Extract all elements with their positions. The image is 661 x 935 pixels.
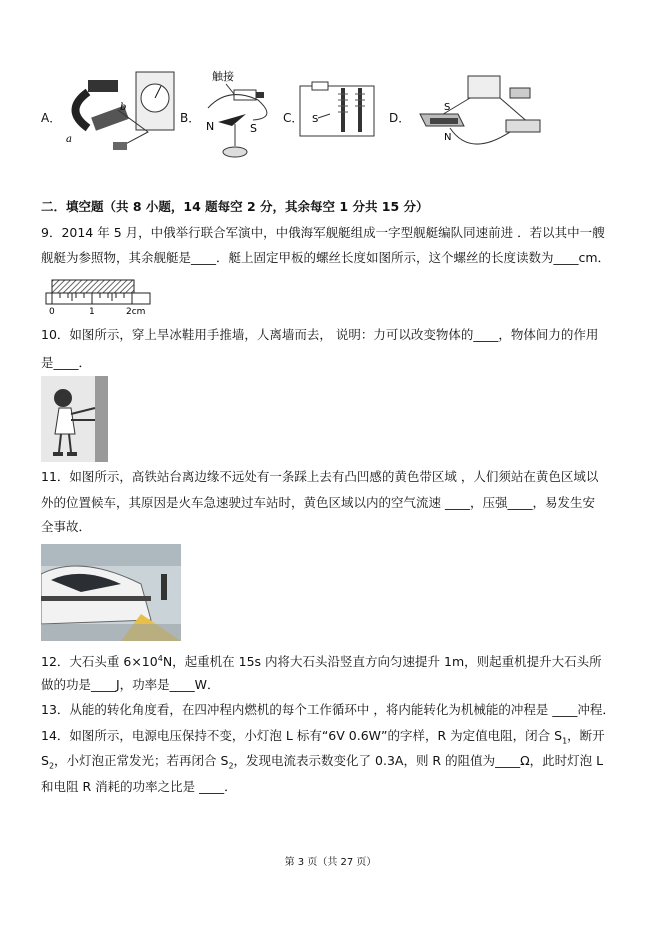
q14-line2-sub2: 2: [228, 761, 234, 771]
ruler-tick-0: 0: [49, 307, 55, 316]
q12-line2: 做的功是____J，功率是____W．: [41, 677, 220, 692]
q14-line1: [41, 727, 605, 751]
q12-exponent: 4: [157, 654, 163, 663]
q14-line3: 和电阻 R 消耗的功率之比是 ____．: [41, 779, 237, 794]
fig-d-s-label: S: [444, 102, 451, 113]
figure-a-generator: [58, 70, 183, 158]
q11-line2: 外的位置候车，其原因是火车急速驶过车站时，黄色区域以内的空气流速 ____，压强____，易发生安: [41, 495, 595, 510]
ruler-tick-2: 2cm: [126, 307, 146, 316]
q14-line2-sub: 2: [48, 761, 55, 771]
q14-line2-text-b: ，小灯泡正常发光；若再闭合 S: [54, 753, 229, 768]
q12-text-a: 12．大石头重 6×10: [41, 654, 158, 670]
option-c-label: C．: [283, 111, 304, 125]
q12-text-b: N，起重机在 15s 内将大石头沿竖直方向匀速提升 1m，则起重机提升大石头所: [162, 654, 602, 670]
section2-title: 二．填空题（共 8 小题，14 题每空 2 分，其余每空 1 分共 15 分）: [41, 199, 429, 214]
fig-a-a-label: a: [66, 134, 72, 145]
q10-line1: 10．如图所示，穿上旱冰鞋用手推墙，人离墙而去， 说明：力可以改变物体的____，物体间力的作用: [41, 327, 599, 342]
figure-q9-ruler-screw: [42, 274, 154, 316]
fig-c-s-label: S: [312, 114, 319, 125]
q9-line1: 9．2014 年 5 月，中俄举行联合军演中，中俄海军舰艇组成一字型舰艇编队同速前进 ．若以其中一艘: [41, 225, 605, 240]
figure-q10-skater-wall: [41, 376, 108, 462]
option-d-label: D．: [389, 111, 411, 125]
q14-line2-text-c: ，发现电流表示数变化了 0.3A，则 R 的阻值为____Ω，此时灯泡 L: [233, 753, 604, 768]
page-footer: 第 3 页（共 27 页）: [284, 857, 377, 868]
option-b-label: B．: [180, 111, 201, 125]
q11-line1: 11．如图所示，高铁站台离边缘不远处有一条踩上去有凸凹感的黄色带区域 ，人们须站在黄色区域以: [41, 469, 599, 484]
fig-b-touch-label: 触接: [212, 70, 234, 83]
fig-a-b-label: b: [120, 102, 127, 113]
figure-c-electromagnet: [298, 80, 380, 140]
option-a-label: A．: [41, 111, 62, 125]
fig-d-n-label: N: [444, 132, 452, 143]
figure-d-motor-circuit: [410, 68, 550, 160]
q9-line2: 舰艇为参照物，其余舰艇是____．艇上固定甲板的螺丝长度如图所示，这个螺丝的长度读数为____cm．: [41, 250, 611, 265]
q13-line1: 13．从能的转化角度看，在四冲程内燃机的每个工作循环中 ，将内能转化为机械能的冲程是 ____冲程．: [41, 702, 615, 717]
q14-line1-text-b: ，断开: [567, 728, 605, 743]
q11-line3: 全事故．: [41, 519, 92, 534]
q10-line2: 是____．: [41, 355, 92, 370]
q14-line2: [41, 752, 603, 776]
q14-line1-sub: 1: [562, 736, 568, 746]
figure-b-compass: [198, 68, 278, 160]
q14-line2-text-a: S: [41, 753, 49, 768]
fig-b-s-label: S: [250, 122, 257, 135]
ruler-tick-1: 1: [89, 307, 95, 316]
q12-line1: [41, 650, 602, 671]
q14-line1-text-a: 14．如图所示，电源电压保持不变，小灯泡 L 标有“6V 0.6W”的字样，R 为定值电阻，闭合 S: [41, 728, 563, 743]
figure-q11-high-speed-train: [41, 544, 181, 641]
fig-b-n-label: N: [206, 120, 215, 133]
